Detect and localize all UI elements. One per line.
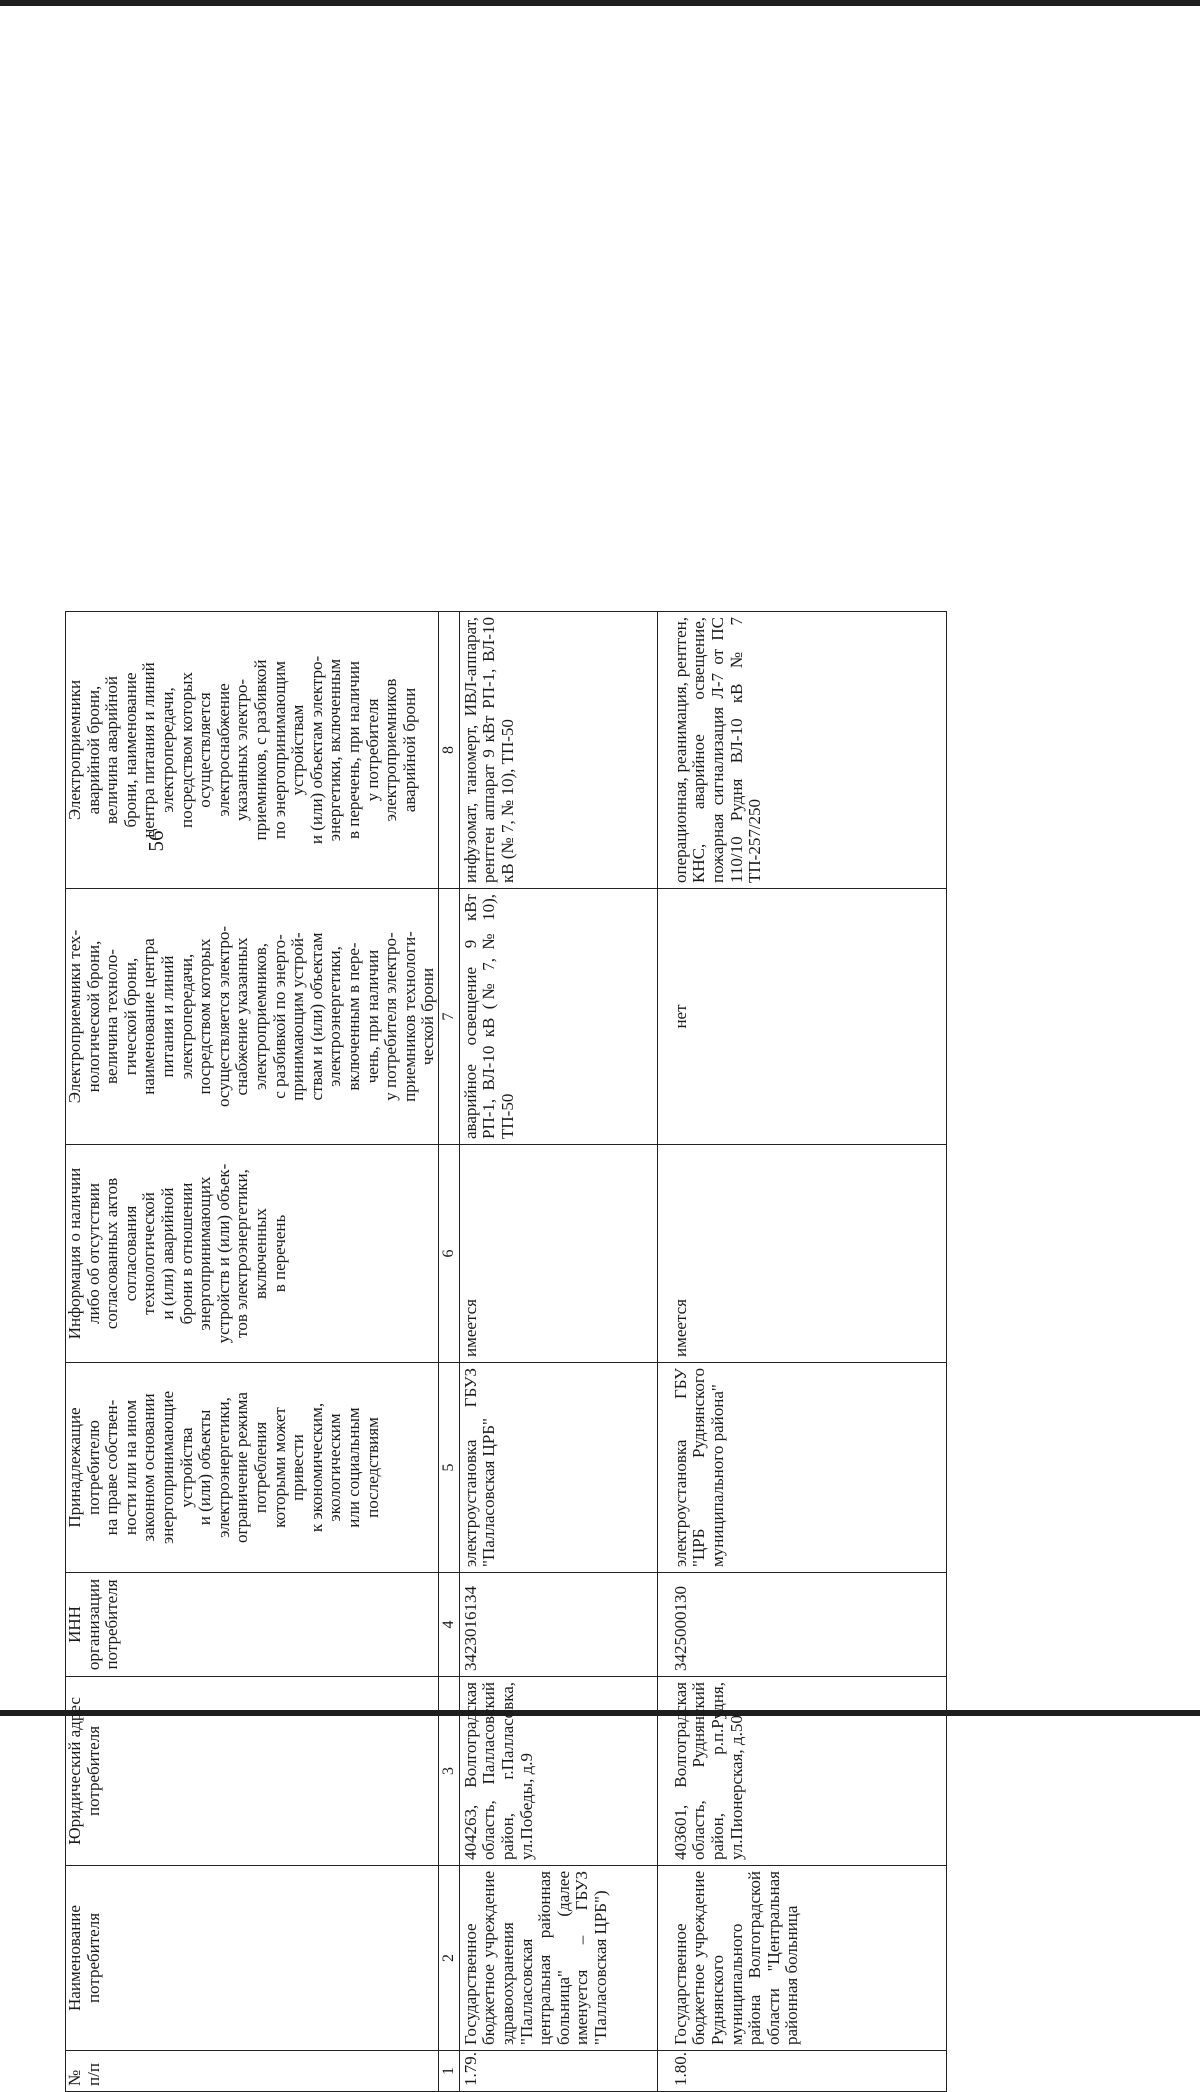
emergency-reserve: операционная, реанимация, рентген, КНС, аварийное освещение, пожарная сигнализация Л-7 от ПС 110/10 Рудня ВЛ-10 кВ № 7 ТП-257/250 xyxy=(657,612,946,889)
column-number: 6 xyxy=(438,1145,459,1363)
installation: электроустановка ГБУ "ЦРБ Руднянского муниципального района" xyxy=(657,1363,946,1573)
header-installations: Принадлежащие потребителю на праве собствен- ности или на ином законном основании энергопринимающие устройства и (или) объекты электроэнергетики, ограничение режима потребления которыми может привести к экономическим, экологическим или социальным последствиям xyxy=(66,1363,439,1573)
consumer-name: Государственное бюджетное учреждение здравоохранения "Палласовская центральная районная больница" (далее именуется – ГБУЗ "Палласовская ЦРБ") xyxy=(459,1866,657,2051)
column-number: 8 xyxy=(438,612,459,889)
reserve-acts-status: имеется xyxy=(459,1145,657,1363)
scan-edge-top xyxy=(0,0,1200,6)
column-number: 4 xyxy=(438,1573,459,1677)
inn-value: 3423016134 xyxy=(459,1573,657,1677)
header-legal-address: Юридический адрес потребителя xyxy=(66,1677,439,1866)
consumer-register-table xyxy=(65,611,947,2092)
table-header-row xyxy=(66,612,439,2092)
reserve-acts-status: имеется xyxy=(657,1145,946,1363)
page-number: 56 xyxy=(144,830,168,852)
legal-address: 403601, Волгоградская область, Руднянский район, р.п.Рудня, ул.Пионерская, д.50 xyxy=(657,1677,946,1866)
consumer-name: Государственное бюджетное учреждение Руднянского муниципального района Волгоградской области "Центральная районная больница xyxy=(657,1866,946,2051)
column-number: 2 xyxy=(438,1866,459,2051)
legal-address: 404263, Волгоградская область, Палласовский район, г.Палласовка, ул.Победы, д.9 xyxy=(459,1677,657,1866)
technological-reserve: аварийное освещение 9 кВт РП-1, ВЛ-10 кВ (№ 7, № 10), ТП-50 xyxy=(459,889,657,1145)
technological-reserve: нет xyxy=(657,889,946,1145)
emergency-reserve: инфузомат, таномерт, ИВЛ-аппарат, рентген аппарат 9 кВт РП-1, ВЛ-10 кВ (№ 7, № 10), ТП-50 xyxy=(459,612,657,889)
installation: электроустановка ГБУЗ "Палласовская ЦРБ" xyxy=(459,1363,657,1573)
column-number: 7 xyxy=(438,889,459,1145)
table-row xyxy=(657,612,946,2092)
row-number: 1.80. xyxy=(657,2051,946,2092)
column-number: 3 xyxy=(438,1677,459,1866)
column-number: 1 xyxy=(438,2051,459,2092)
header-reserve-acts: Информация о наличии либо об отсутствии согласованных актов согласования технологической и (или) аварийной брони в отношении энергопринимающих устройств и (или) объек- тов электроэнергетики, включенных в перечень xyxy=(66,1145,439,1363)
header-emergency-reserve: Электроприемники аварийной брони, величина аварийной брони, наименование центра питания и линий электропередачи, посредством которых осуществляется электроснабжение указанных электро- приемников, с разбивкой по энергопринимающим устройствам и (или) объектам электро- энергетики, включенным в перечень, при наличии у потребителя электроприемников аварийной брони xyxy=(66,612,439,889)
column-number: 5 xyxy=(438,1363,459,1573)
row-number: 1.79. xyxy=(459,2051,657,2092)
header-inn: ИНН организации потребителя xyxy=(66,1573,439,1677)
table-row xyxy=(459,612,657,2092)
header-consumer-name: Наименование потребителя xyxy=(66,1866,439,2051)
header-number: № п/п xyxy=(66,2051,439,2092)
inn-value: 3425000130 xyxy=(657,1573,946,1677)
header-technological-reserve: Электроприемники тех- нологической брони, величина техноло- гической брони, наименование центра питания и линий электропередачи, посредством которых осуществляется электро- снабжение указанных электроприемников, с разбивкой по энерго- принимающим устрой- ствам и (или) объектам электроэнергетики, включенным в пере- чень, при наличии у потребителя электро- приемников технологи- ческой брони xyxy=(66,889,439,1145)
column-number-row xyxy=(438,612,459,2092)
rotated-page-content xyxy=(65,612,1125,2092)
